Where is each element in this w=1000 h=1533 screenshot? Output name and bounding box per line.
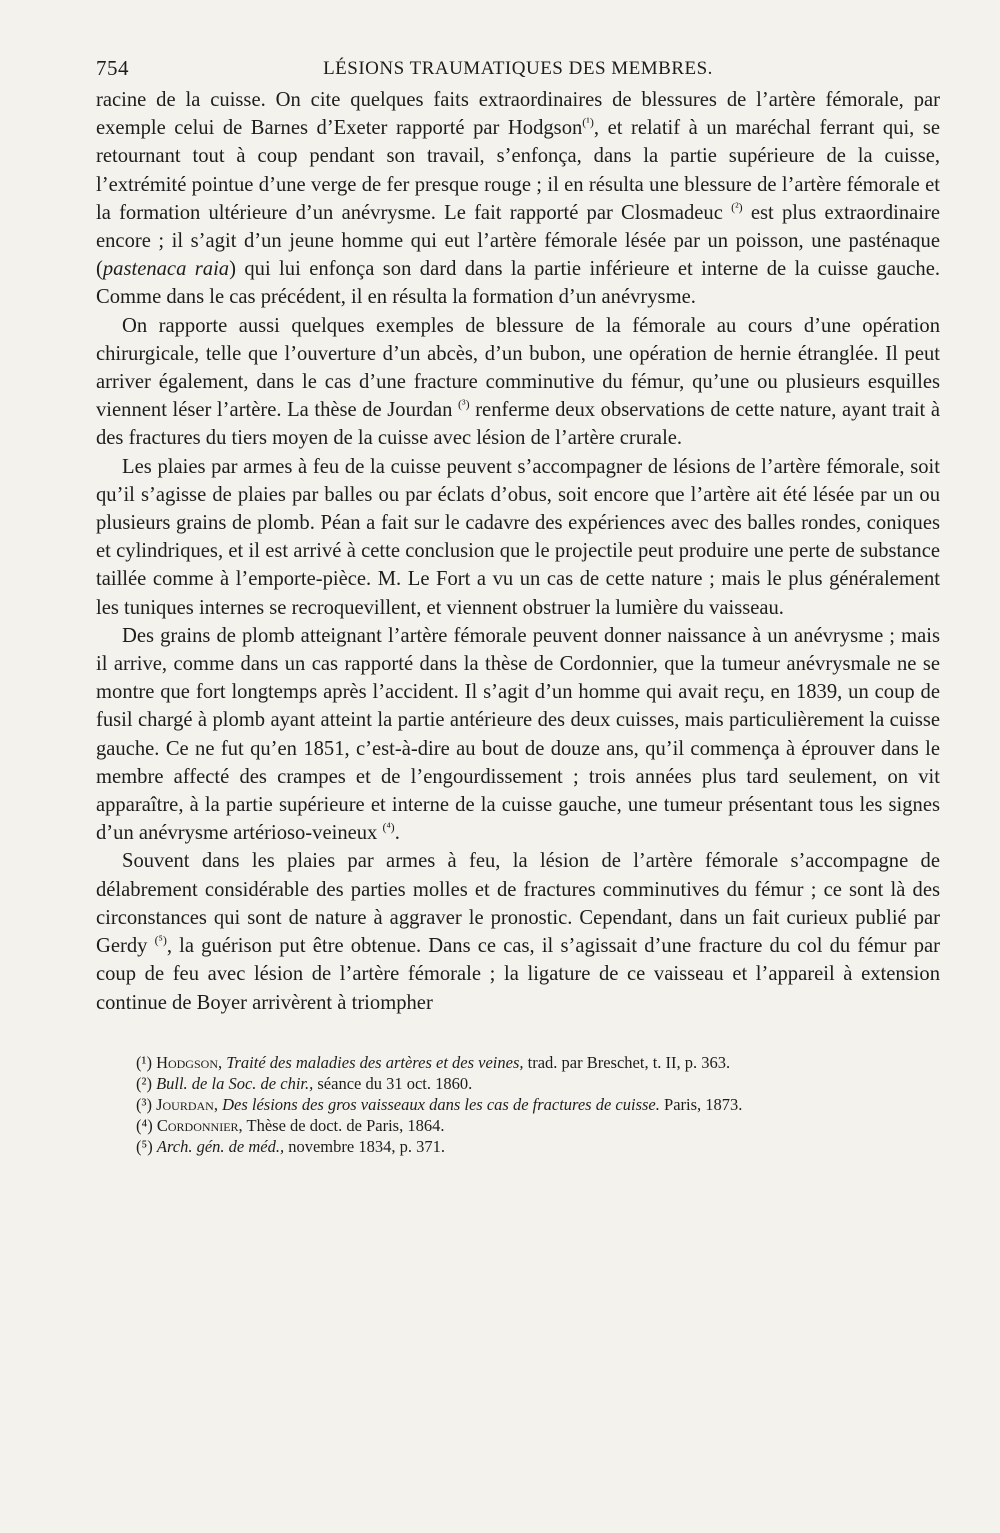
- page-number: 754: [96, 56, 129, 80]
- footnote-ref-3: (³): [458, 397, 470, 412]
- paragraph-5: [96, 847, 940, 1016]
- footnote-details: Thèse de doct. de Paris, 1864.: [246, 1115, 445, 1135]
- footnote-ref-2: (²): [731, 199, 743, 214]
- page-header: [96, 52, 940, 86]
- footnote-ref-4: (⁴): [382, 820, 395, 835]
- paragraph-text: .: [394, 822, 400, 845]
- footnote-title: Arch. gén. de méd.,: [156, 1136, 285, 1156]
- footnote-5: [136, 1137, 940, 1157]
- running-head: LÉSIONS TRAUMATIQUES DES MEMBRES.: [323, 58, 713, 79]
- footnote-mark: (²): [136, 1073, 152, 1093]
- paragraph-text: ) qui lui enfonça son dard dans la partie inférieure et interne de la cuisse gauche. Comme dans le cas précédent, il en résulta la formation d’un anévrysme.: [96, 258, 940, 309]
- footnote-mark: (⁵): [136, 1136, 153, 1156]
- paragraph-3: [96, 453, 940, 622]
- body-text: [96, 86, 940, 1017]
- footnote-mark: (¹): [136, 1052, 152, 1072]
- footnote-title: Traité des maladies des artères et des veines,: [226, 1052, 524, 1072]
- footnote-details: séance du 31 oct. 1860.: [313, 1073, 473, 1093]
- footnote-3: [136, 1095, 940, 1115]
- paragraph-text: est plus extraordinaire encore ; il s’agit d’un jeune homme qui eut l’artère fémorale lésée par un poisson, une pasténaque (: [96, 201, 941, 281]
- paragraph-2: [96, 312, 940, 453]
- footnote-details: trad. par Breschet, t. II, p. 363.: [523, 1052, 731, 1072]
- paragraph-text: racine de la cuisse. On cite quelques faits extraordinaires de blessures de l’artère fémorale, par exemple celui de Barnes d’Exeter rapporté par Hodgson: [96, 89, 940, 140]
- paragraph-text: On rapporte aussi quelques exemples de blessure de la fémorale au cours d’une opération chirurgicale, telle que l’ouverture d’un abcès, d’un bubon, une opération de hernie étranglée. Il peut arriver également, dans le cas d’une fracture comminutive du fémur, qu’une ou plusieurs esquilles viennent léser l’artère. La thèse de Jourdan: [96, 314, 940, 422]
- footnote-mark: (⁴): [136, 1115, 153, 1135]
- paragraph-text: Les plaies par armes à feu de la cuisse peuvent s’accompagner de lésions de l’artère fémorale, soit qu’il s’agisse de plaies par balles ou par éclats d’obus, soit encore que l’artère ait été lésée par un ou plusieurs grains de plomb. Péan a fait sur le cadavre des expériences avec des balles rondes, coniques et cylindriques, et il est arrivé à cette conclusion que le projectile peut produire une perte de substance taillée comme à l’emporte-pièce. M. Le Fort a vu un cas de cette nature ; mais le plus généralement les tuniques internes se recroquevillent, et viennent obstruer la lumière du vaisseau.: [96, 455, 940, 619]
- paragraph-text: Des grains de plomb atteignant l’artère fémorale peuvent donner naissance à un anévrysme ; mais il arrive, comme dans un cas rapporté dans la thèse de Cordonnier, que la tumeur anévrysmale ne se montre que fort longtemps après l’accident. Il s’agit d’un homme qui avait reçu, en 1839, un coup de fusil chargé à plomb ayant atteint la partie antérieure des deux cuisses, mais particulièrement la cuisse gauche. Ce ne fut qu’en 1851, c’est-à-dire au bout de douze ans, qu’il commença à éprouver dans le membre affecté des crampes et de l’engourdissement ; trois années plus tard seulement, on vit apparaître, à la partie supérieure et interne de la cuisse gauche, une tumeur présentant tous les signes d’un anévrysme artérioso-veineux: [96, 624, 940, 845]
- footnotes: [96, 1053, 940, 1157]
- footnote-mark: (³): [136, 1094, 152, 1114]
- paragraph-text: renferme deux observations de cette nature, ayant trait à des fractures du tiers moyen de la cuisse avec lésion de l’artère crurale.: [96, 399, 940, 450]
- footnote-title: Bull. de la Soc. de chir.,: [156, 1073, 314, 1093]
- paragraph-text: , la guérison put être obtenue. Dans ce cas, il s’agissait d’une fracture du col du fémur par coup de feu avec lésion de l’artère fémorale ; la ligature de ce vaisseau et l’appareil à extension continue de Boyer arrivèrent à triompher: [96, 935, 940, 1014]
- footnote-ref-1: (¹): [582, 115, 594, 130]
- paragraph-4: [96, 622, 940, 848]
- species-name: pastenaca raia: [102, 258, 230, 281]
- footnote-4: [136, 1116, 940, 1136]
- paragraph-text: Souvent dans les plaies par armes à feu, la lésion de l’artère fémorale s’accompagne de délabrement considérable des parties molles et de fractures comminutives du fémur ; ce sont là des circonstances qui sont de nature à aggraver le pronostic. Cependant, dans un fait curieux publié par Gerdy: [96, 850, 940, 958]
- paragraph-text: , et relatif à un maréchal ferrant qui, se retournant tout à coup pendant son travail, s’enfonça, dans la partie supérieure de la cuisse, l’extrémité pointue d’une verge de fer presque rouge ; il en résulta une blessure de l’artère fémorale et la formation ultérieure d’un anévrysme. Le fait rapporté par Closmadeuc: [96, 117, 940, 224]
- footnote-details: novembre 1834, p. 371.: [284, 1136, 445, 1156]
- footnote-author: Jourdan,: [156, 1094, 218, 1114]
- footnote-details: Paris, 1873.: [659, 1094, 743, 1114]
- footnote-author: Cordonnier,: [156, 1115, 243, 1135]
- footnote-title: Des lésions des gros vaisseaux dans les cas de fractures de cuisse.: [222, 1094, 660, 1114]
- footnote-1: [136, 1053, 940, 1073]
- footnote-2: [136, 1074, 940, 1094]
- footnote-ref-5: (⁵): [154, 933, 167, 948]
- paragraph-1: [96, 86, 940, 312]
- footnote-author: Hodgson,: [156, 1052, 223, 1072]
